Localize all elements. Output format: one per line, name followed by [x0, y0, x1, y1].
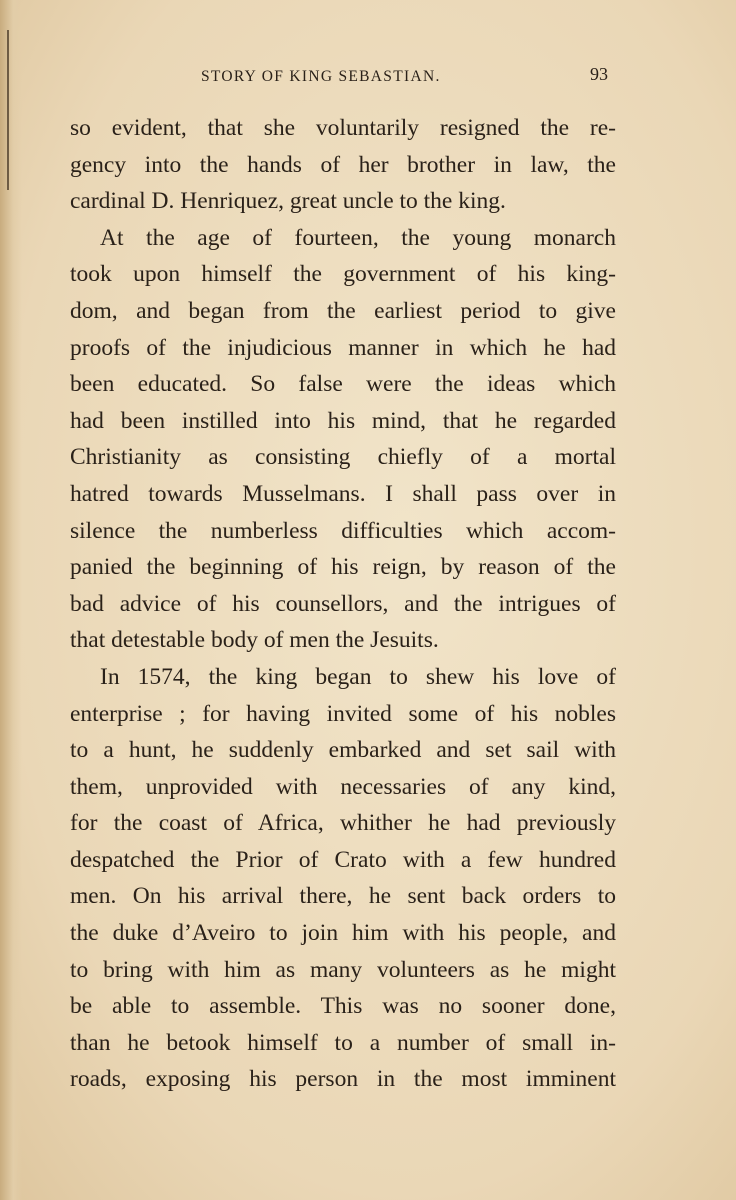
- text-line: took upon himself the government of his king-: [70, 261, 616, 288]
- text-line: cardinal D. Henriquez, great uncle to the king.: [70, 188, 506, 215]
- text-line: to a hunt, he suddenly embarked and set sail with: [70, 737, 616, 764]
- text-line: been educated. So false were the ideas which: [70, 371, 616, 398]
- text-line: enterprise ; for having invited some of his nobles: [70, 700, 616, 727]
- text-line: panied the beginning of his reign, by reason of the: [70, 554, 616, 581]
- text-line: be able to assemble. This was no sooner done,: [70, 993, 616, 1020]
- running-title: STORY OF KING SEBASTIAN.: [201, 68, 441, 85]
- text-line: gency into the hands of her brother in law, the: [70, 151, 616, 178]
- text-line: dom, and began from the earliest period to give: [70, 297, 616, 324]
- body-text: [70, 110, 616, 1098]
- text-line: for the coast of Africa, whither he had previously: [70, 810, 616, 837]
- text-line: to bring with him as many volunteers as he might: [70, 956, 616, 983]
- binding-gutter: [0, 0, 22, 1200]
- page-number: 93: [590, 64, 608, 84]
- text-line: Christianity as consisting chiefly of a mortal: [70, 444, 616, 471]
- text-line: so evident, that she voluntarily resigned the re-: [70, 115, 616, 141]
- text-line: In 1574, the king began to shew his love of: [100, 663, 616, 690]
- text-line: the duke d’Aveiro to join him with his people, and: [70, 920, 616, 947]
- text-line: men. On his arrival there, he sent back orders to: [70, 883, 616, 910]
- text-line: that detestable body of men the Jesuits.: [70, 627, 439, 654]
- binding-edge-mark: [7, 30, 9, 190]
- text-line: bad advice of his counsellors, and the intrigues of: [70, 590, 616, 617]
- text-line: proofs of the injudicious manner in which he had: [70, 334, 616, 361]
- text-line: hatred towards Musselmans. I shall pass over in: [70, 480, 616, 507]
- text-line: than he betook himself to a number of small in-: [70, 1029, 616, 1056]
- running-header: [0, 62, 736, 92]
- text-line: silence the numberless difficulties which accom-: [70, 517, 616, 544]
- text-line: despatched the Prior of Crato with a few hundred: [70, 846, 616, 873]
- text-line: At the age of fourteen, the young monarch: [100, 224, 616, 251]
- text-line: had been instilled into his mind, that he regarded: [70, 407, 616, 434]
- text-line: roads, exposing his person in the most imminent: [70, 1066, 616, 1093]
- text-line: them, unprovided with necessaries of any kind,: [70, 773, 616, 800]
